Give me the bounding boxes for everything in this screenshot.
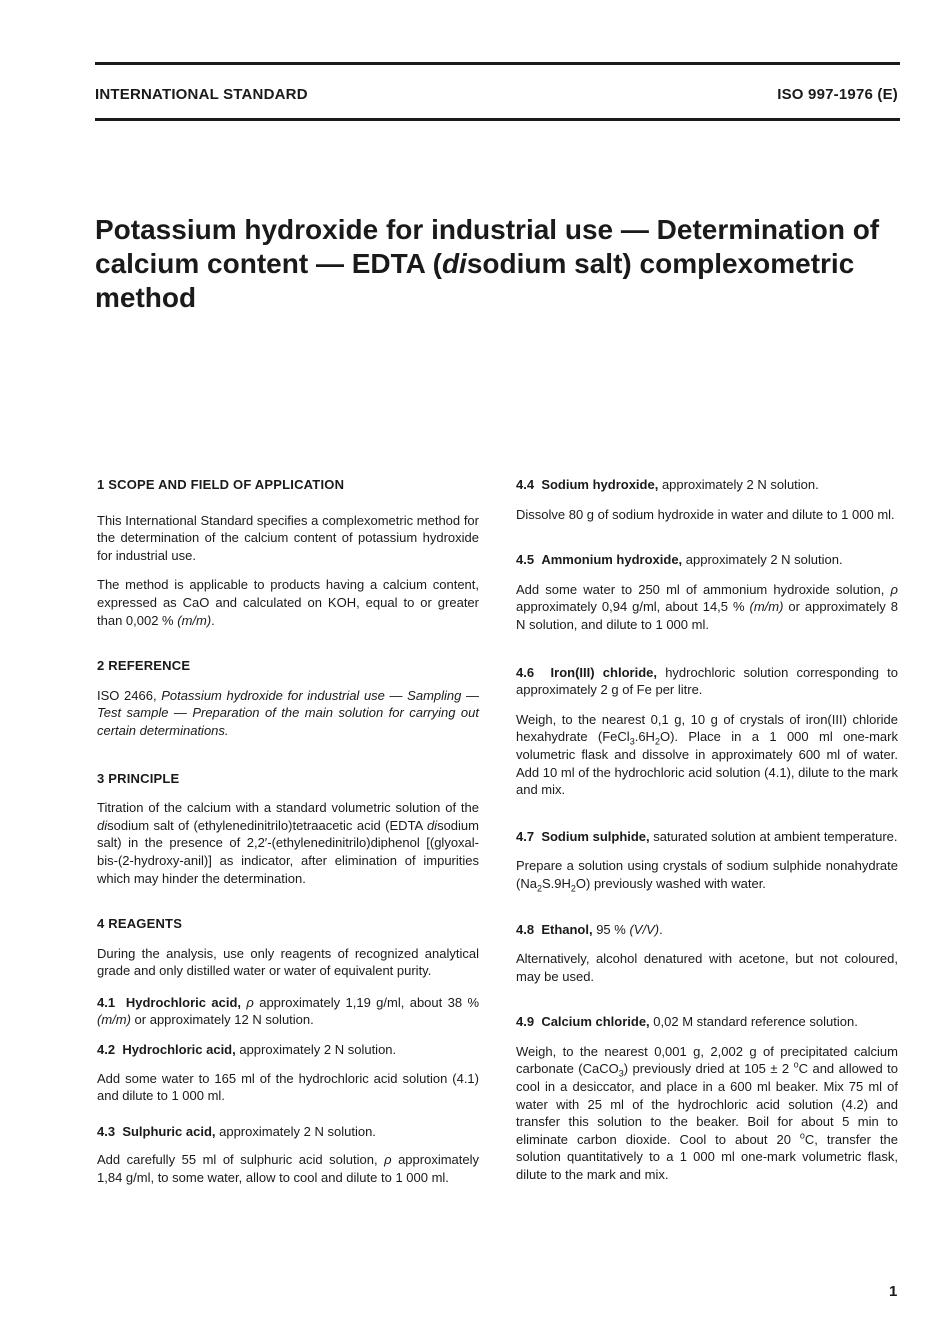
top-rule [95,62,900,65]
reagent-4-5-heading: 4.5 Ammonium hydroxide, approximately 2 N solution. [516,552,843,568]
header-rule [95,118,900,121]
reagent-4-9-body: Weigh, to the nearest 0,001 g, 2,002 g of precipitated calcium carbonate (CaCO$_3$) previously dried at 105 ± 2 $^o$C and allowed to cool in a desiccator, and place in a 600 ml beaker. Mix 75 ml of water with 25 ml of the hydrochloric acid solution (4.2) and transfer this solution to the beaker. Boil for about 5 min to eliminate carbon dioxide. Cool to about 20 $^o$C, transfer the solution quantitatively to a 1 000 ml one-mark volumetric flask, dilute to the mark and mix. [516,1043,898,1183]
reagent-4-1: 4.1 Hydrochloric acid, ρ approximately 1,19 g/ml, about 38 % (m/m) or approximately 12 N solution. [97,994,480,1028]
left-column [97,476,479,1187]
reagent-4-9-heading: 4.9 Calcium chloride, 0,02 M standard reference solution. [516,1014,858,1030]
reagent-4-4-heading: 4.4 Sodium hydroxide, approximately 2 N solution. [516,477,819,492]
section-1-paragraph-2: The method is applicable to products having a calcium content, expressed as CaO and calculated on KOH, equal to or greater than 0,002 % (m/m). [97,577,479,628]
standard-number: ISO 997-1976 (E) [777,86,898,103]
section-3-paragraph: Titration of the calcium with a standard volumetric solution of the disodium salt of (ethylenedinitrilo)tetraacetic acid (EDTA disodium salt) in the presence of 2,2′-(ethylenedinitrilo)diphenol [(glyoxal-bis-(2-hydroxy-anil)] as indicator, after elimination of impurities which may hinder the determination. [97,800,479,886]
reagent-4-2-body: Add some water to 165 ml of the hydrochloric acid solution (4.1) and dilute to 1 000 ml. [97,1070,479,1104]
section-2-paragraph: ISO 2466, Potassium hydroxide for industrial use — Sampling — Test sample — Preparation of the main solution for carrying out certain determinations. [97,687,479,738]
page-number: 1 [889,1283,898,1300]
reagent-4-3-body: Add carefully 55 ml of sulphuric acid solution, ρ approximately 1,84 g/ml, to some water, allow to cool and dilute to 1 000 ml. [97,1152,480,1186]
section-4-heading: 4 REAGENTS [97,916,183,932]
reagent-4-7-body: Prepare a solution using crystals of sodium sulphide nonahydrate $(Na_2S.9H_2O)$ previously washed with water. [516,858,898,894]
reagent-4-3-heading: 4.3 Sulphuric acid, approximately 2 N solution. [97,1123,376,1139]
document-type-label: INTERNATIONAL STANDARD [95,86,308,103]
reagent-4-5-body: Add some water to 250 ml of ammonium hydroxide solution, ρ approximately 0,94 g/ml, about 14,5 % (m/m) or approximately 8 N solution, and dilute to 1 000 ml. [516,581,898,632]
section-2-heading: 2 REFERENCE [97,658,191,674]
reagent-4-6-heading: 4.6 Iron(III) chloride, hydrochloric solution corresponding to approximately 2 g of Fe per litre. [516,664,898,698]
reagent-4-8-body: Alternatively, alcohol denatured with acetone, but not coloured, may be used. [516,951,898,984]
document-title: Potassium hydroxide for industrial use — Determination of calcium content — EDTA (disodium salt) complexometric method [95,214,880,313]
reagent-4-6-body: Weigh, to the nearest 0,1 g, 10 g of crystals of iron(III) chloride hexahydrate $(FeCl_3.6H_2O)$. Place in a 1 000 ml one-mark volumetric flask and dissolve in approximately 600 ml of water. Add 10 ml of the hydrochloric acid solution (4.1), dilute to the mark and mix. [516,711,898,798]
section-4-intro: During the analysis, use only reagents of recognized analytical grade and only distilled water or water of equivalent purity. [97,945,479,979]
section-1-heading: 1 SCOPE AND FIELD OF APPLICATION [97,477,345,492]
section-3-heading: 3 PRINCIPLE [97,770,180,786]
reagent-4-7-heading: 4.7 Sodium sulphide, saturated solution at ambient temperature. [516,828,898,844]
reagent-4-2-heading: 4.2 Hydrochloric acid, approximately 2 N solution. [97,1042,397,1058]
reagent-4-8-heading: 4.8 Ethanol, 95 % (V/V). [516,921,663,937]
reagent-4-4-body: Dissolve 80 g of sodium hydroxide in water and dilute to 1 000 ml. [516,506,895,522]
right-column [516,476,898,1184]
section-1-paragraph-1: This International Standard specifies a complexometric method for the determination of the calcium content of potassium hydroxide for industrial use. [97,512,479,563]
